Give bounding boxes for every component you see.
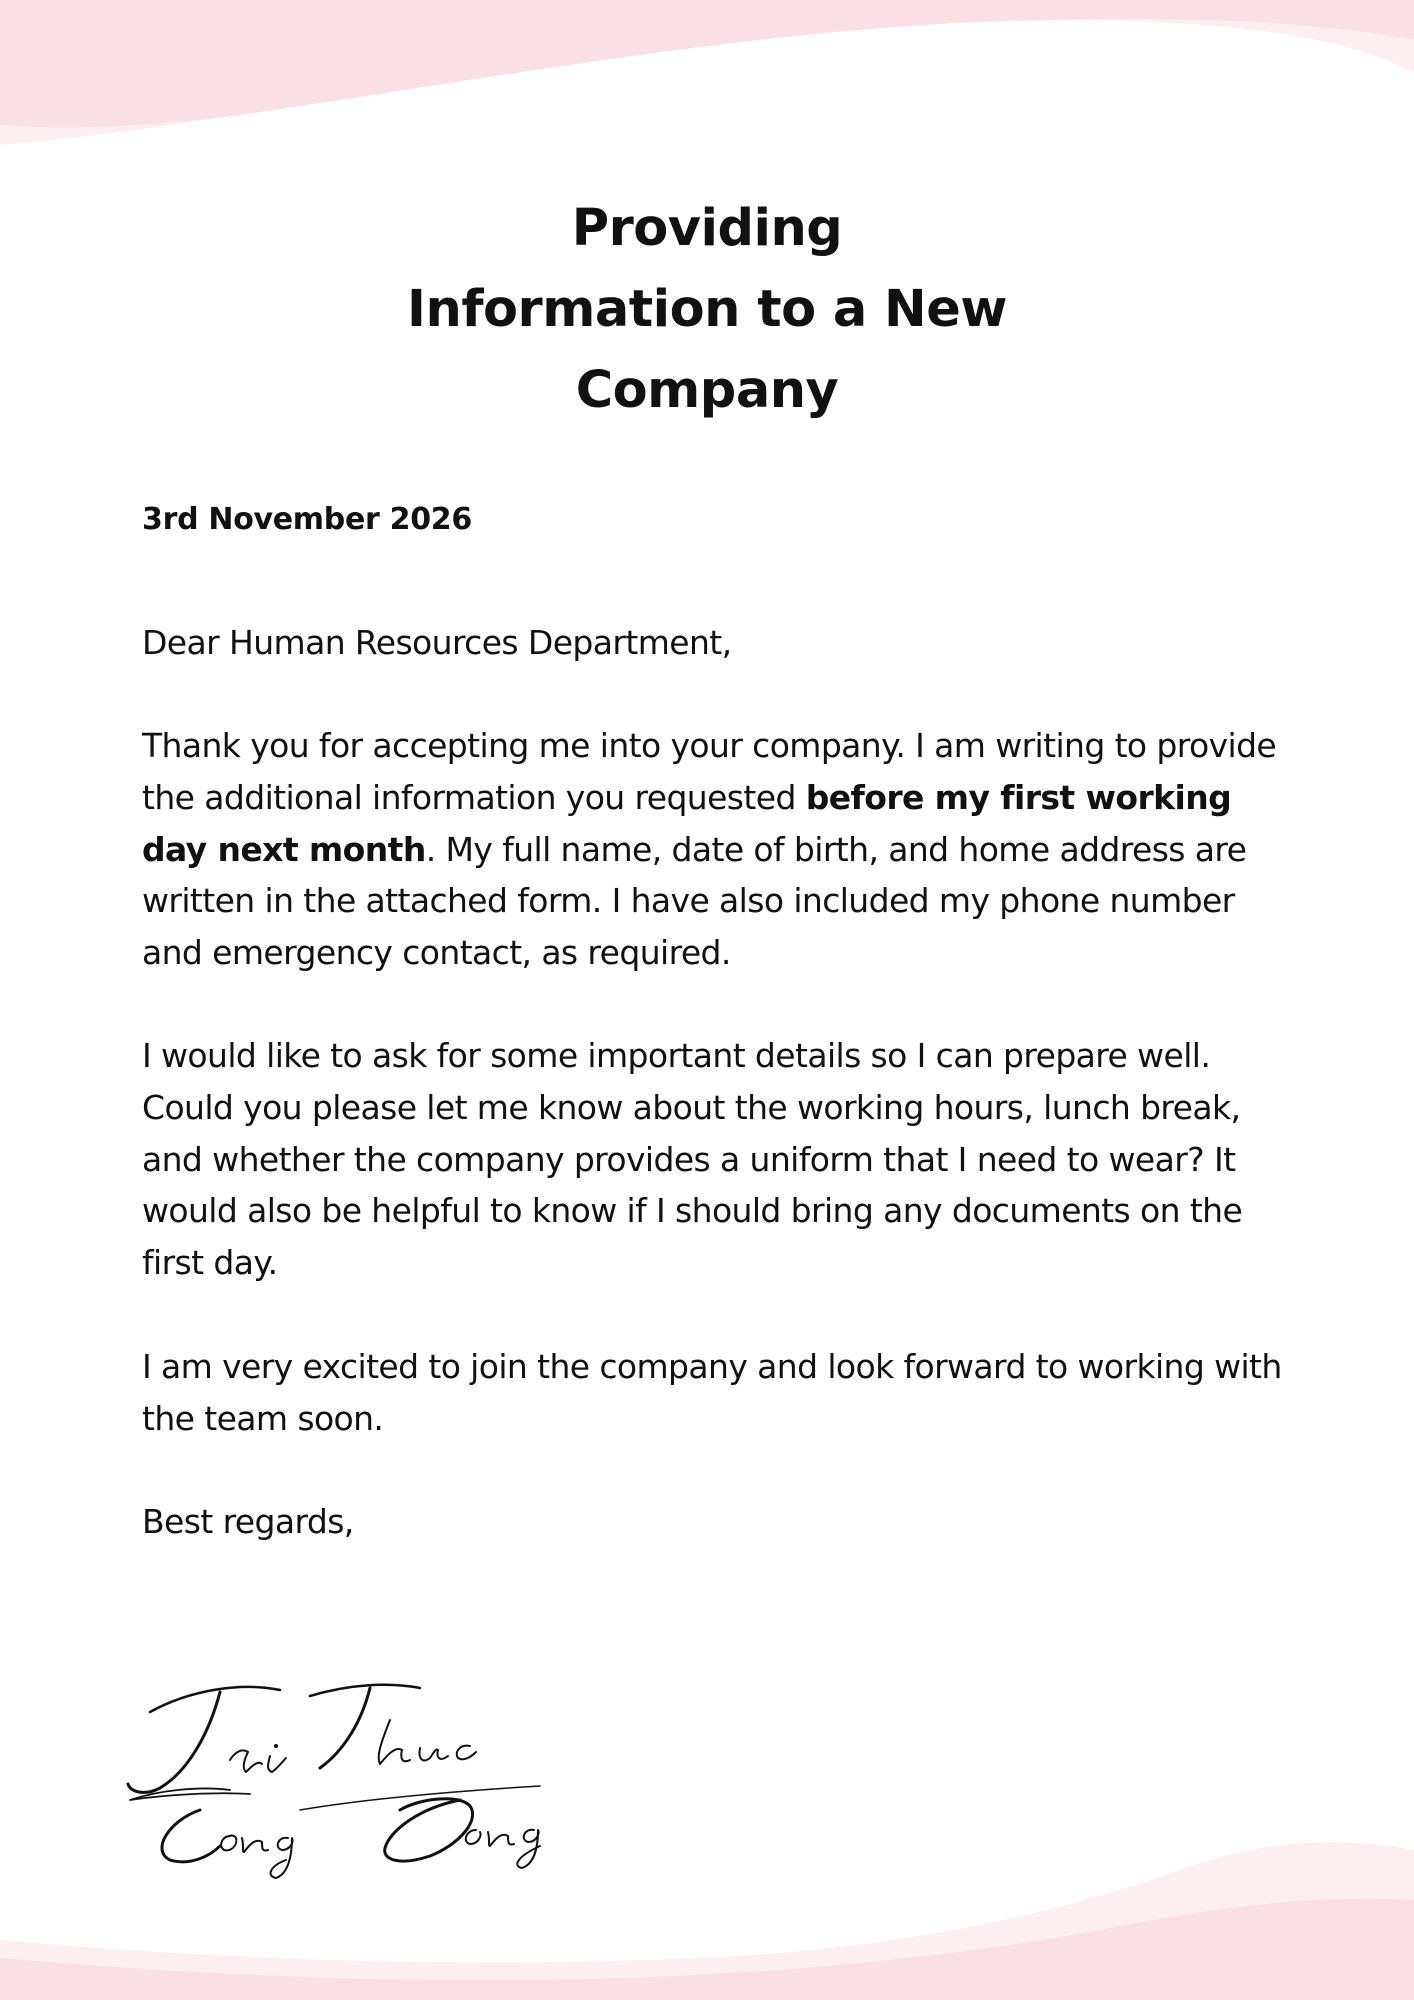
letter-date: 3rd November 2026 [142,502,472,537]
title-line-2: Information to a New [407,280,1007,339]
bottom-pink-wave-decoration [0,1830,1414,2000]
letter-title [0,188,1414,431]
paragraph-1-text-end: . My full name, date of birth, and home address are written in the attached form. I have also included my phone number and emergency contact, as required. [142,829,1247,973]
top-pink-wave-decoration [0,0,1414,160]
paragraph-2: I would like to ask for some important details so I can prepare well. Could you please let me know about the working hours, lunch break, and whether the company provides a uniform that I need to wear? It would also be helpful to know if I should bring any documents on the first day. [142,1036,1243,1283]
title-line-3: Company [575,361,839,420]
paragraph-1-bold-phrase: before my first working day next month [142,777,1232,869]
closing: Best regards, [142,1502,354,1541]
salutation: Dear Human Resources Department, [142,623,732,662]
title-line-1: Providing [571,199,843,258]
paragraph-3: I am very excited to join the company and look forward to working with the team soon. [142,1347,1282,1438]
paragraph-1 [142,720,1282,979]
paragraph-1-text-start: Thank you for accepting me into your company. I am writing to provide the additional information you requested [142,726,1277,817]
